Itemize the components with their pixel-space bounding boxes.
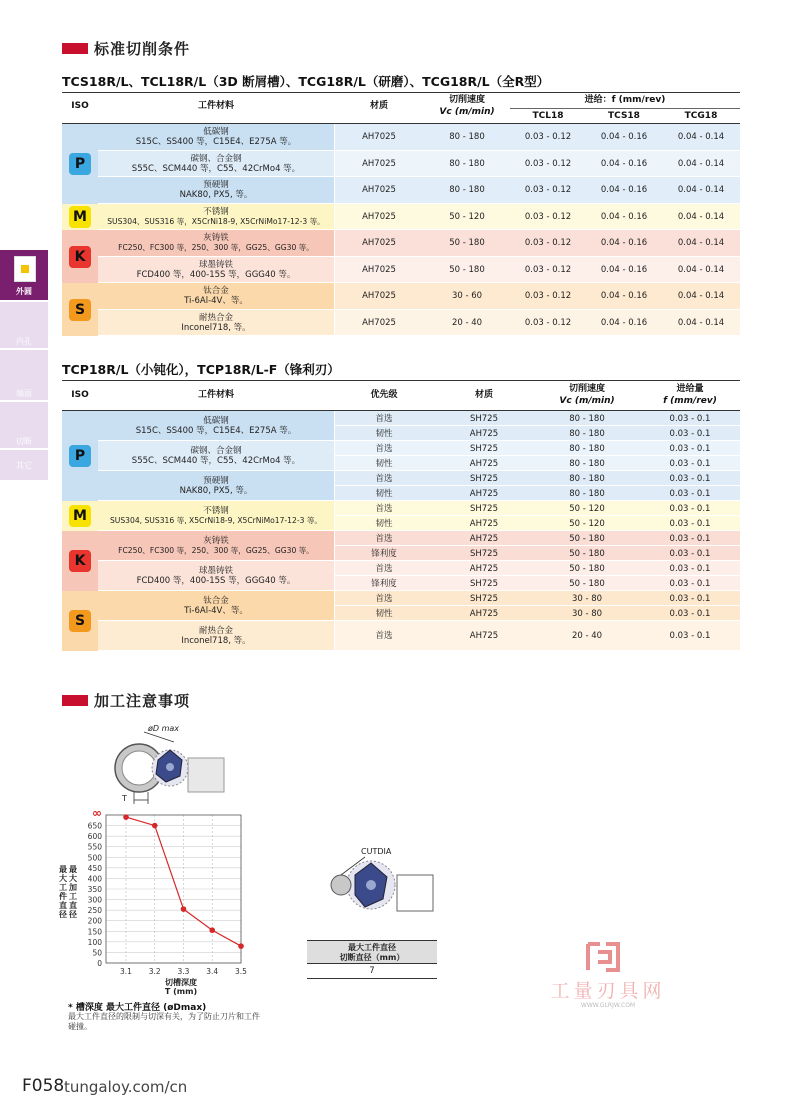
cutting-speed: 20 - 40 bbox=[451, 317, 483, 328]
t1-iso-badge-K: K bbox=[69, 246, 91, 268]
material-name: 碳钢、合金钢 bbox=[190, 153, 242, 164]
data-point bbox=[238, 943, 244, 949]
cutting-speed: 50 - 120 bbox=[569, 503, 605, 514]
x-tick-label: 3.5 bbox=[235, 967, 247, 976]
material-grades: S55C、SCM440 等，C55、42CrMo4 等。 bbox=[131, 163, 301, 174]
material-name: 灰铸铁 bbox=[203, 233, 229, 243]
cutting-speed: 80 - 180 bbox=[449, 185, 485, 195]
side-tab-other[interactable] bbox=[0, 450, 48, 480]
cutoff-table-header1: 最大工件直径 bbox=[348, 943, 396, 952]
material-grades: S15C、SS400 等，C15E4、E275A 等。 bbox=[135, 137, 297, 147]
feed-tcs18: 0.04 - 0.16 bbox=[600, 132, 648, 142]
section-heading-cutting-conditions bbox=[62, 38, 190, 59]
table1-subtitle: TCS18R/L、TCL18R/L（3D 断屑槽）、TCG18R/L（研磨）、TCG18R/L（全R型） bbox=[62, 74, 550, 89]
feed: 0.03 - 0.1 bbox=[669, 473, 711, 484]
cutoff-table bbox=[307, 940, 437, 980]
feed-tcg18: 0.04 - 0.14 bbox=[677, 158, 725, 169]
grade: AH725 bbox=[469, 458, 499, 469]
data-point bbox=[181, 906, 187, 912]
priority: 韧性 bbox=[375, 488, 393, 499]
feed-tcs18: 0.04 - 0.16 bbox=[600, 158, 648, 169]
x-tick-label: 3.3 bbox=[177, 967, 190, 976]
side-tab-other-label: 其它 bbox=[16, 461, 32, 470]
cutting-speed: 50 - 120 bbox=[569, 518, 605, 529]
t1-header-speed: 切削速度 bbox=[448, 95, 485, 105]
material-grades: FCD400 等，400-15S 等，GGG40 等。 bbox=[136, 269, 296, 280]
chart-ylabel-1: 最大工件直径 bbox=[59, 865, 67, 919]
feed: 0.03 - 0.1 bbox=[669, 443, 711, 454]
priority: 锋利度 bbox=[371, 578, 397, 589]
material-grades: S55C、SCM440 等，C55、42CrMo4 等。 bbox=[131, 456, 301, 466]
side-tab-bore-label: 内孔 bbox=[16, 337, 32, 346]
section-title: 标准切削条件 bbox=[94, 40, 191, 58]
footer-website[interactable]: tungaloy.com/cn bbox=[64, 1078, 188, 1096]
grade: AH725 bbox=[469, 631, 499, 641]
grade: SH725 bbox=[469, 473, 498, 484]
cutting-speed: 80 - 180 bbox=[449, 158, 485, 169]
cutting-speed: 80 - 180 bbox=[569, 428, 605, 439]
feed-tcl18: 0.03 - 0.12 bbox=[524, 185, 572, 195]
material-name: 钛合金 bbox=[203, 596, 229, 606]
material-name: 低碳钢 bbox=[203, 416, 229, 426]
feed: 0.03 - 0.1 bbox=[669, 608, 711, 619]
t2-header-feed-unit: f (mm/rev) bbox=[663, 396, 717, 406]
feed: 0.03 - 0.1 bbox=[669, 413, 711, 424]
cutoff-diagram bbox=[315, 845, 445, 925]
watermark-name: 工量刃具网 bbox=[550, 980, 666, 1002]
side-tab-outer[interactable] bbox=[0, 250, 48, 300]
side-tab-face[interactable] bbox=[0, 350, 48, 400]
feed-tcl18: 0.03 - 0.12 bbox=[524, 158, 572, 169]
watermark-logo-icon bbox=[580, 940, 626, 974]
material-grades: Inconel718, 等。 bbox=[181, 322, 251, 333]
data-point bbox=[152, 823, 158, 829]
cutting-speed: 80 - 180 bbox=[569, 458, 605, 469]
grade: SH725 bbox=[469, 413, 498, 424]
feed-tcs18: 0.04 - 0.16 bbox=[600, 317, 648, 328]
priority: 首选 bbox=[375, 563, 393, 574]
feed-tcg18: 0.04 - 0.14 bbox=[677, 132, 725, 142]
feed-tcl18: 0.03 - 0.12 bbox=[524, 211, 572, 222]
feed-tcg18: 0.04 - 0.14 bbox=[677, 238, 725, 248]
feed: 0.03 - 0.1 bbox=[669, 518, 711, 529]
feed: 0.03 - 0.1 bbox=[669, 631, 711, 641]
section-marker bbox=[62, 43, 88, 54]
cutting-speed: 80 - 180 bbox=[569, 443, 605, 454]
t1-header-tcs18: TCS18 bbox=[608, 111, 640, 121]
t1-header-feed: 进给：f (mm/rev) bbox=[584, 95, 666, 105]
side-tab-face-label: 端面 bbox=[16, 389, 32, 398]
t2-iso-badge-S: S bbox=[69, 610, 91, 632]
grade: AH7025 bbox=[362, 158, 396, 169]
material-name: 预硬钢 bbox=[203, 476, 229, 486]
grade: AH7025 bbox=[362, 291, 396, 301]
priority: 首选 bbox=[375, 503, 393, 514]
cutting-speed: 80 - 180 bbox=[569, 473, 605, 484]
grade: SH725 bbox=[469, 503, 498, 514]
diagram-label-dmax: øD max bbox=[148, 724, 180, 733]
grade: AH7025 bbox=[362, 132, 396, 142]
feed-tcg18: 0.04 - 0.14 bbox=[677, 211, 725, 222]
table2 bbox=[62, 380, 740, 655]
table1 bbox=[62, 92, 740, 338]
y-tick-label: 450 bbox=[87, 863, 102, 873]
priority: 首选 bbox=[375, 473, 393, 484]
x-tick-label: 3.1 bbox=[120, 967, 132, 976]
t1-header-tcl18: TCL18 bbox=[532, 111, 564, 121]
feed: 0.03 - 0.1 bbox=[669, 503, 711, 514]
feed: 0.03 - 0.1 bbox=[669, 578, 711, 589]
cutting-speed: 50 - 180 bbox=[449, 238, 485, 248]
feed-tcs18: 0.04 - 0.16 bbox=[600, 185, 648, 195]
feed-tcg18: 0.04 - 0.14 bbox=[677, 317, 725, 328]
feed: 0.03 - 0.1 bbox=[669, 428, 711, 439]
y-tick-label: 350 bbox=[87, 885, 102, 894]
grade: SH725 bbox=[469, 443, 498, 454]
section2-title: 加工注意事项 bbox=[94, 692, 191, 710]
note-line2: 碰撞。 bbox=[68, 1022, 92, 1031]
chart-ylabel-2: 最大加工直径 bbox=[69, 865, 77, 919]
y-tick-label: 300 bbox=[87, 895, 102, 905]
priority: 首选 bbox=[375, 533, 393, 544]
data-point bbox=[209, 927, 215, 933]
material-name: 耐热合金 bbox=[198, 312, 233, 323]
t1-header-iso: ISO bbox=[71, 101, 89, 111]
material-grades: SUS304, SUS316 等, X5CrNi18-9, X5CrNiMo17-12-3 等。 bbox=[109, 516, 323, 525]
y-tick-label: 250 bbox=[87, 906, 102, 916]
cutoff-diagram-svg bbox=[315, 845, 445, 925]
material-name: 碳钢、合金钢 bbox=[190, 446, 242, 456]
grade: AH725 bbox=[469, 518, 499, 529]
material-name: 预硬钢 bbox=[203, 180, 229, 190]
material-name: 不锈钢 bbox=[203, 206, 229, 217]
y-tick-label: 600 bbox=[87, 832, 102, 842]
grade: AH725 bbox=[469, 428, 499, 439]
cutting-speed: 50 - 180 bbox=[449, 264, 485, 275]
y-tick-label: 200 bbox=[87, 916, 102, 926]
material-grades: FC250、FC300 等，250、300 等，GG25、GG30 等。 bbox=[118, 243, 314, 252]
watermark-url: WWW.GLRJW.COM bbox=[580, 1002, 636, 1009]
material-grades: Inconel718, 等。 bbox=[181, 636, 251, 646]
depth-diameter-chart bbox=[56, 805, 266, 1005]
x-tick-label: 3.4 bbox=[206, 967, 219, 976]
material-grades: S15C、SS400 等，C15E4、E275A 等。 bbox=[135, 426, 297, 436]
feed-tcg18: 0.04 - 0.14 bbox=[677, 185, 725, 195]
material-name: 不锈钢 bbox=[203, 506, 229, 516]
grade: SH725 bbox=[469, 578, 498, 589]
feed-tcl18: 0.03 - 0.12 bbox=[524, 291, 572, 301]
cutting-speed: 30 - 60 bbox=[451, 291, 483, 301]
side-tab-panel bbox=[0, 250, 48, 480]
material-name: 耐热合金 bbox=[198, 626, 233, 636]
cutting-speed: 50 - 180 bbox=[569, 563, 605, 574]
feed-tcs18: 0.04 - 0.16 bbox=[600, 211, 648, 222]
y-tick-label: 550 bbox=[87, 842, 102, 852]
data-point bbox=[123, 814, 129, 820]
t1-header-tcg18: TCG18 bbox=[684, 111, 718, 121]
grade: AH725 bbox=[469, 533, 499, 544]
cutting-speed: 50 - 180 bbox=[569, 548, 605, 559]
priority: 韧性 bbox=[375, 458, 393, 469]
side-tab-cutoff[interactable] bbox=[0, 402, 48, 448]
grade: SH725 bbox=[469, 548, 498, 559]
cutting-speed: 80 - 180 bbox=[569, 488, 605, 499]
y-tick-label: 50 bbox=[92, 948, 102, 958]
t1-header-material: 工件材料 bbox=[197, 101, 234, 111]
feed-tcg18: 0.04 - 0.14 bbox=[677, 291, 725, 301]
material-grades: NAK80, PX5, 等。 bbox=[179, 190, 253, 200]
feed-tcs18: 0.04 - 0.16 bbox=[600, 291, 648, 301]
feed-tcl18: 0.03 - 0.12 bbox=[524, 317, 572, 328]
t2-header-grade: 材质 bbox=[474, 390, 493, 400]
t2-iso-badge-K: K bbox=[69, 550, 91, 572]
material-name: 钛合金 bbox=[203, 286, 229, 296]
cutting-speed: 30 - 80 bbox=[571, 608, 603, 619]
x-tick-label: 3.2 bbox=[148, 967, 161, 976]
priority: 首选 bbox=[375, 631, 393, 641]
grade: AH7025 bbox=[362, 211, 396, 222]
section-marker bbox=[62, 695, 88, 706]
grade: AH7025 bbox=[362, 317, 396, 328]
cutting-speed: 50 - 180 bbox=[569, 578, 605, 589]
y-tick-label: 400 bbox=[87, 874, 102, 884]
cutting-speed: 80 - 180 bbox=[449, 132, 485, 142]
y-tick-label: 500 bbox=[87, 853, 102, 863]
side-tab-outer-label: 外圆 bbox=[16, 287, 32, 296]
material-grades: FC250、FC300 等，250、300 等，GG25、GG30 等。 bbox=[118, 546, 314, 555]
grade: AH7025 bbox=[362, 264, 396, 275]
material-name: 低碳钢 bbox=[203, 127, 229, 137]
grade: AH7025 bbox=[362, 238, 396, 248]
priority: 首选 bbox=[375, 593, 393, 604]
feed-tcl18: 0.03 - 0.12 bbox=[524, 132, 572, 142]
priority: 首选 bbox=[375, 413, 393, 424]
material-grades: Ti-6Al-4V、等。 bbox=[184, 606, 248, 616]
grade: SH725 bbox=[469, 593, 498, 604]
y-tick-label: 150 bbox=[87, 927, 102, 937]
material-grades: FCD400 等，400-15S 等，GGG40 等。 bbox=[136, 576, 296, 586]
y-tick-infinity: ∞ bbox=[92, 806, 102, 820]
material-grades: NAK80, PX5, 等。 bbox=[179, 486, 253, 496]
feed-tcs18: 0.04 - 0.16 bbox=[600, 264, 648, 275]
material-name: 球墨铸铁 bbox=[198, 566, 233, 576]
priority: 锋利度 bbox=[371, 548, 397, 559]
y-tick-label: 650 bbox=[87, 821, 102, 831]
t2-header-speed: 切削速度 bbox=[568, 384, 605, 394]
grooving-diagram bbox=[100, 720, 260, 810]
feed-tcl18: 0.03 - 0.12 bbox=[524, 264, 572, 275]
cutting-speed: 50 - 120 bbox=[449, 211, 485, 222]
t2-header-material: 工件材料 bbox=[197, 390, 234, 400]
note-line1: 最大工件直径的限制与切深有关，为了防止刀片和工件 bbox=[68, 1012, 260, 1021]
cutdia-label: CUTDIA bbox=[361, 847, 392, 856]
grade: AH725 bbox=[469, 608, 499, 619]
grade: AH7025 bbox=[362, 185, 396, 195]
y-tick-label: 0 bbox=[97, 959, 102, 968]
t2-header-priority: 优先级 bbox=[370, 390, 398, 400]
side-tab-bore[interactable] bbox=[0, 302, 48, 348]
cutoff-table-value: 7 bbox=[369, 966, 375, 976]
chart-xlabel-2: T (mm) bbox=[164, 987, 198, 996]
chart-svg bbox=[56, 805, 266, 1005]
note-title: * 槽深度 最大工件直径 (øDmax) bbox=[68, 1003, 207, 1013]
t1-header-speed-unit: Vc (m/min) bbox=[439, 107, 495, 117]
priority: 韧性 bbox=[375, 428, 393, 439]
section-heading-notes bbox=[62, 690, 190, 711]
feed: 0.03 - 0.1 bbox=[669, 458, 711, 469]
feed: 0.03 - 0.1 bbox=[669, 533, 711, 544]
table2-subtitle: TCP18R/L（小钝化），TCP18R/L-F（锋利刃） bbox=[62, 362, 340, 377]
grade: AH725 bbox=[469, 563, 499, 574]
side-tab-cutoff-label: 切断 bbox=[16, 437, 32, 446]
diagram-label-t: T bbox=[122, 794, 127, 803]
material-name: 球墨铸铁 bbox=[198, 259, 233, 270]
t2-header-iso: ISO bbox=[71, 390, 89, 400]
feed: 0.03 - 0.1 bbox=[669, 593, 711, 604]
material-name: 灰铸铁 bbox=[203, 536, 229, 546]
feed: 0.03 - 0.1 bbox=[669, 488, 711, 499]
t2-header-feed: 进给量 bbox=[676, 384, 704, 394]
t2-iso-badge-P: P bbox=[69, 445, 91, 467]
t1-iso-badge-M: M bbox=[69, 206, 91, 228]
priority: 韧性 bbox=[375, 518, 393, 529]
feed-tcs18: 0.04 - 0.16 bbox=[600, 238, 648, 248]
chart-xlabel-1: 切槽深度 bbox=[165, 978, 197, 987]
t1-header-grade: 材质 bbox=[369, 101, 388, 111]
grade: AH725 bbox=[469, 488, 499, 499]
y-tick-label: 100 bbox=[87, 937, 102, 947]
t1-iso-badge-S: S bbox=[69, 299, 91, 321]
priority: 韧性 bbox=[375, 608, 393, 619]
feed-tcl18: 0.03 - 0.12 bbox=[524, 238, 572, 248]
cutting-speed: 30 - 80 bbox=[571, 593, 603, 604]
cutting-speed: 20 - 40 bbox=[571, 631, 603, 641]
t1-iso-badge-P: P bbox=[69, 153, 91, 175]
t2-iso-badge-M: M bbox=[69, 505, 91, 527]
cutting-speed: 80 - 180 bbox=[569, 413, 605, 424]
cutoff-table-header2: 切断直径（mm） bbox=[339, 953, 405, 962]
material-grades: Ti-6Al-4V、等。 bbox=[184, 296, 248, 306]
t2-header-speed-unit: Vc (m/min) bbox=[559, 396, 615, 406]
feed: 0.03 - 0.1 bbox=[669, 563, 711, 574]
feed: 0.03 - 0.1 bbox=[669, 548, 711, 559]
cutting-speed: 50 - 180 bbox=[569, 533, 605, 544]
material-grades: SUS304、SUS316 等，X5CrNi18-9, X5CrNiMo17-12-3 等。 bbox=[107, 216, 325, 226]
footer-page-number: F058 bbox=[22, 1076, 65, 1096]
feed-tcg18: 0.04 - 0.14 bbox=[677, 264, 725, 275]
priority: 首选 bbox=[375, 443, 393, 454]
